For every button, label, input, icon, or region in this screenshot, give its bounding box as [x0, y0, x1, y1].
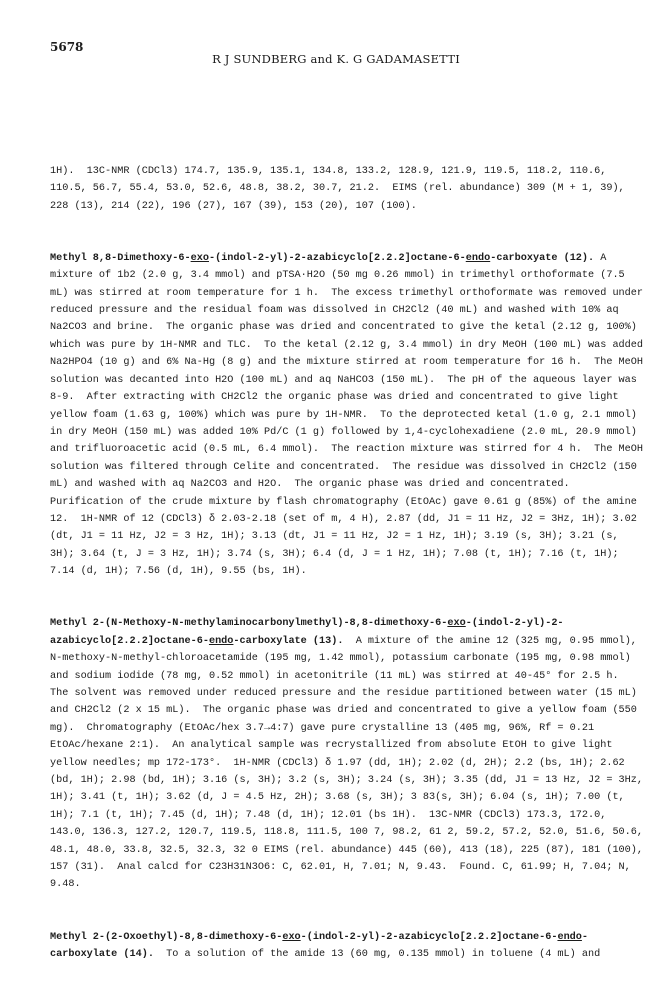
text-segment: endo: [208, 635, 234, 647]
running-head-authors: R J SUNDBERG and K. G GADAMASETTI: [212, 52, 460, 66]
text-segment: A mixture of the amine 12 (325 mg, 0.95 mmol), N-methoxy-N-methyl-chloroacetamide (195 mg, 1.42 mmol), potassium carbonate (195 mg, 0.98 mmol) and sodium iodide (78 mg, 0.52 mmol) in acetonitrile (11 mL) was stirred at 40-45° for 2.5 h. The solvent was removed under reduced pressure and the residue partitioned between water (15 mL) and CH2Cl2 (2 x 15 mL). The organic phase was dried and concentrated to give a yellow foam (550 mg). Chromatography (EtOAc/hex 3.7→4:7) gave pure crystalline 13 (405 mg, 96%, Rf = 0.21 EtOAc/hexane 2:1). An analytical sample was recrystallized from absolute EtOH to give light yellow needles; mp 172-173°. 1H-NMR (CDCl3) δ 1.97 (dd, 1H); 2.02 (d, 2H); 2.2 (bs, 1H); 2.62 (bd, 1H); 2.98 (bd, 1H); 3.16 (s, 3H); 3.2 (s, 3H); 3.24 (s, 3H); 3.35 (dd, J1 = 13 Hz, J2 = 3Hz, 1H); 3.41 (t, 1H); 3.62 (d, J = 4.5 Hz, 2H); 3.68 (s, 3H); 3 83(s, 3H); 6.04 (s, 1H); 7.00 (t, 1H); 7.1 (t, 1H); 7.45 (d, 1H); 7.48 (d, 1H); 12.01 (bs 1H). 13C-NMR (CDCl3) 173.3, 172.0, 143.0, 136.3, 127.2, 120.7, 119.5, 118.8, 111.5, 100 7, 98.2, 61 2, 59.2, 57.2, 52.0, 51.6, 50.6, 48.1, 48.0, 33.8, 32.5, 32.3, 32 0 EIMS (rel. abundance) 445 (60), 413 (18), 225 (87), 181 (100), 157 (31). Anal calcd for C23H31N3O6: C, 62.01, H, 7.01; N, 9.43. Found. C, 61.99; H, 7.04; N, 9.48.: [50, 635, 650, 891]
text-segment: A mixture of 1b2 (2.0 g, 3.4 mmol) and pTSA·H2O (50 mg 0.26 mmol) in trimethyl orthoformate (7.5 mL) was stirred at room temperature for 1 h. The excess trimethyl orthoformate was removed under reduced pressure and the residual foam was dissolved in CH2Cl2 (40 mL) and washed with 10% aq Na2CO3 and brine. The organic phase was dried and concentrated to give the ketal (2.12 g, 100%) which was pure by 1H-NMR and TLC. To the ketal (2.12 g, 3.4 mmol) in dry MeOH (100 mL) was added Na2HPO4 (10 g) and 6% Na-Hg (8 g) and the mixture stirred at room temperature for 16 h. The MeOH solution was decanted into H2O (100 mL) and aq NaHCO3 (150 mL). The pH of the aqueous layer was 8-9. After extracting with CH2Cl2 the organic phase was dried and concentrated to give light yellow foam (1.63 g, 100%) which was pure by 1H-NMR. To the deprotected ketal (1.0 g, 2.1 mmol) in dry MeOH (150 mL) was added 10% Pd/C (1 g) followed by 1,4-cyclohexadiene (2.0 mL, 20.9 mmol) and trifluoroacetic acid (0.5 mL, 6.4 mmol). The reaction mixture was stirred for 4 h. The MeOH solution was filtered through Celite and concentrated. The residue was dissolved in CH2Cl2 (150 mL) and washed with aq Na2CO3 and H2O. The organic phase was dried and concentrated. Purification of the crude mixture by flash chromatography (EtOAc) gave 0.61 g (85%) of the amine 12. 1H-NMR of 12 (CDCl3) δ 2.03-2.18 (set of m, 4 H), 2.87 (dd, J1 = 11 Hz, J2 = 3Hz, 1H); 3.02 (dt, J1 = 11 Hz, J2 = 3 Hz, 1H); 3.13 (dt, J1 = 11 Hz, J2 = 1 Hz, 1H); 3.19 (s, 3H); 3.21 (s, 3H); 3.64 (t, J = 3 Hz, 1H); 3.74 (s, 3H); 6.4 (d, J = 1 Hz, 1H); 7.08 (t, 1H); 7.16 (t, 1H); 7.14 (d, 1H); 7.56 (d, 1H), 9.55 (bs, 1H).: [50, 252, 650, 578]
paragraph-compound-12: [50, 250, 650, 581]
paragraph-compound-14: [50, 929, 646, 964]
text-segment: Methyl 2-(N-Methoxy-N-methylaminocarbonylmethyl)-8,8-dimethoxy-6-: [50, 618, 448, 630]
page-number: 5678: [50, 40, 84, 54]
text-segment: -(indol-2-yl)-2-azabicyclo[2.2.2]octane-6-: [208, 252, 466, 264]
text-segment: Methyl 2-(2-Oxoethyl)-8,8-dimethoxy-6-: [50, 931, 283, 943]
text-segment: To a solution of the amide 13 (60 mg, 0.135 mmol) in toluene (4 mL) and: [153, 949, 601, 961]
text-segment: -(indol-2-yl)-2-azabicyclo[2.2.2]octane-6-: [300, 931, 558, 943]
text-segment: 1H). 13C-NMR (CDCl3) 174.7, 135.9, 135.1, 134.8, 133.2, 128.9, 121.9, 119.5, 118.2, 110.6, 110.5, 56.7, 55.4, 53.0, 52.6, 48.8, 38.2, 30.7, 21.2. EIMS (rel. abundance) 309 (M + 1, 39), 228 (13), 214 (22), 196 (27), 167 (39), 153 (20), 107 (100).: [50, 165, 631, 212]
text-segment: exo: [282, 931, 301, 943]
text-segment: endo: [557, 931, 582, 943]
paragraph-13c-nmr-continuation: [50, 163, 646, 215]
text-segment: exo: [447, 618, 466, 630]
text-segment: -(indol-2-yl)-2-azabicyclo[2.2.2]octane-6-: [50, 618, 564, 647]
text-segment: exo: [190, 252, 209, 264]
text-segment: -carboxyate (12).: [490, 252, 595, 264]
text-segment: -carboxylate (14).: [50, 931, 589, 961]
text-segment: -carboxylate (13).: [233, 635, 344, 647]
paragraph-compound-13: [50, 615, 650, 894]
experimental-text-body: [50, 128, 650, 998]
text-segment: endo: [465, 252, 491, 264]
text-segment: Methyl 8,8-Dimethoxy-6-: [50, 252, 191, 264]
